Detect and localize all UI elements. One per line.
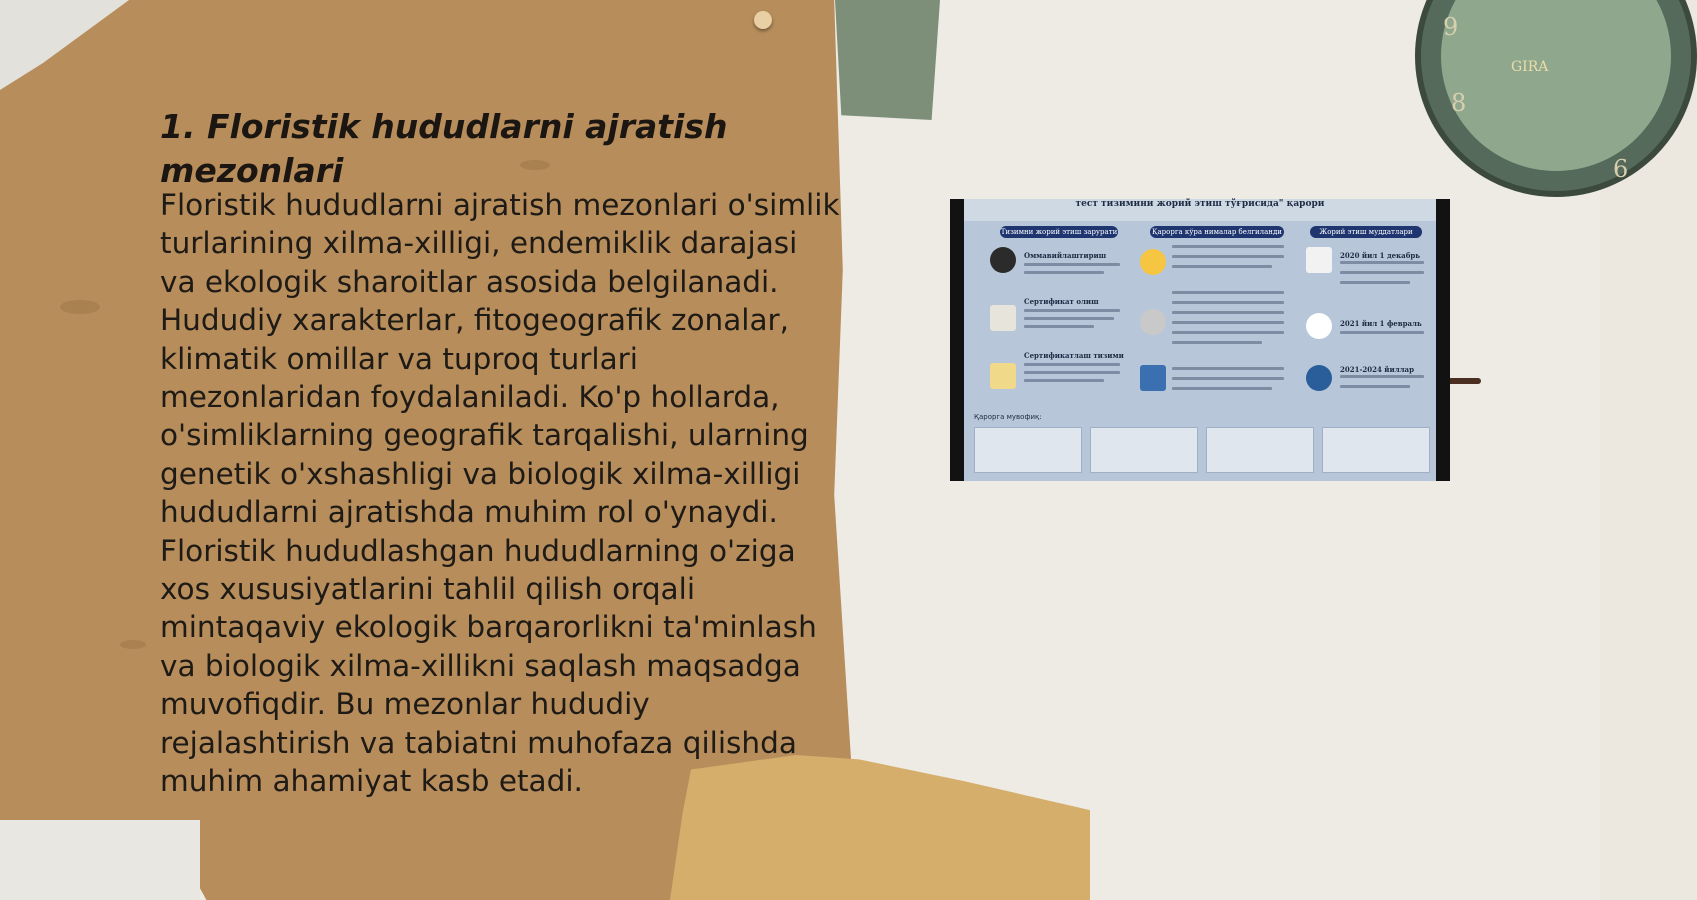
infographic-text-line: [1172, 301, 1284, 304]
infographic-text-line: [1172, 321, 1284, 324]
infographic-item-label: Сертификатлаш тизими: [1024, 351, 1124, 360]
clock-number: 6: [1613, 155, 1629, 183]
infographic-item-label: Сертификат олиш: [1024, 297, 1099, 306]
kraft-texture: [120, 640, 146, 649]
infographic-text-line: [1024, 263, 1120, 266]
infographic-footer-label: Қарорга мувофиқ:: [974, 413, 1042, 421]
infographic-text-line: [1340, 331, 1424, 334]
infographic-text-line: [1340, 281, 1410, 284]
infographic-footer-box: [1090, 427, 1198, 473]
infographic-text-line: [1024, 371, 1120, 374]
infographic-footer-box: [974, 427, 1082, 473]
book-icon: [1306, 247, 1332, 273]
infographic-header: тест тизимини жорий этиш тўғрисида" қарори: [964, 199, 1436, 221]
paper-scrap-bottom-left: [0, 820, 200, 900]
infographic-text-line: [1172, 341, 1262, 344]
document-icon: [990, 305, 1016, 331]
infographic-column-header: Жорий этиш муддатлари: [1310, 226, 1422, 238]
infographic-text-line: [1340, 385, 1410, 388]
slide-title: 1. Floristik hududlarni ajratish mezonlari: [160, 107, 728, 190]
infographic-column-header: Тизимни жорий этиш зарурати: [1000, 228, 1118, 236]
clock-number: 8: [1451, 89, 1467, 117]
infographic-footer-box: [1322, 427, 1430, 473]
infographic-image: [950, 199, 1450, 481]
infographic-text-line: [1172, 331, 1284, 334]
infographic-item-label: Оммавийлаштириш: [1024, 251, 1107, 260]
infographic-date: 2020 йил 1 декабрь: [1340, 251, 1421, 260]
kraft-texture: [60, 300, 100, 314]
certificate-icon: [990, 363, 1016, 389]
infographic-text-line: [1172, 377, 1284, 380]
building-icon: [1140, 365, 1166, 391]
infographic-text-line: [1172, 291, 1284, 294]
infographic-footer-box: [1206, 427, 1314, 473]
clock-face: [1441, 0, 1671, 171]
infographic-text-line: [1024, 325, 1094, 328]
infographic-text-line: [1172, 265, 1272, 268]
infographic-text-line: [1024, 379, 1104, 382]
lightbulb-icon: [1140, 249, 1166, 275]
infographic-text-line: [1024, 271, 1104, 274]
clock-number: 9: [1443, 13, 1459, 41]
flask-icon: [1306, 313, 1332, 339]
slide-body-text: Floristik hududlarni ajratish mezonlari o'simlik turlarining xilma-xilligi, endemiklik darajasi va ekologik sharoitlar asosida belgilanadi. Hududiy xarakterlar, fitogeografik zonalar, klimatik omillar va tuproq turlari mezonlaridan foydalaniladi. Ko'p hollarda, o'simliklarning geografik tarqalishi, ularning genetik o'xshashligi va biologik xilma-xilligi hududlarni ajratishda muhim rol o'ynaydi. Floristik hududlashgan hududlarning o'ziga xos xususiyatlarini tahlil qilish orqali mintaqaviy ekologik barqarorlikni ta'minlash va biologik xilma-xillikni saqlash maqsadga muvofiqdir. Bu mezonlar hududiy rejalashtirish va tabiatni muhofaza qilishda muhim ahamiyat kasb etadi.: [160, 188, 840, 799]
infographic-date: 2021-2024 йиллар: [1340, 365, 1414, 374]
graduate-icon: [990, 247, 1016, 273]
infographic-text-line: [1172, 311, 1284, 314]
infographic-text-line: [1024, 363, 1120, 366]
infographic-content: [964, 199, 1436, 481]
handshake-icon: [1140, 309, 1166, 335]
globe-icon: [1306, 365, 1332, 391]
infographic-text-line: [1340, 271, 1424, 274]
infographic-text-line: [1024, 309, 1120, 312]
pushpin-icon: [754, 11, 772, 29]
infographic-text-line: [1172, 367, 1284, 370]
infographic-text-line: [1024, 317, 1114, 320]
infographic-text-line: [1172, 245, 1284, 248]
infographic-text-line: [1172, 255, 1284, 258]
ink-mark: [1445, 378, 1481, 384]
green-tape: [835, 0, 940, 120]
clock-brand-text: GIRA: [1511, 59, 1549, 75]
infographic-column-header: Қарорга кўра нималар белгиланди: [1150, 226, 1284, 238]
infographic-text-line: [1172, 387, 1272, 390]
infographic-text-line: [1340, 261, 1424, 264]
infographic-date: 2021 йил 1 февраль: [1340, 319, 1422, 328]
infographic-text-line: [1340, 375, 1424, 378]
